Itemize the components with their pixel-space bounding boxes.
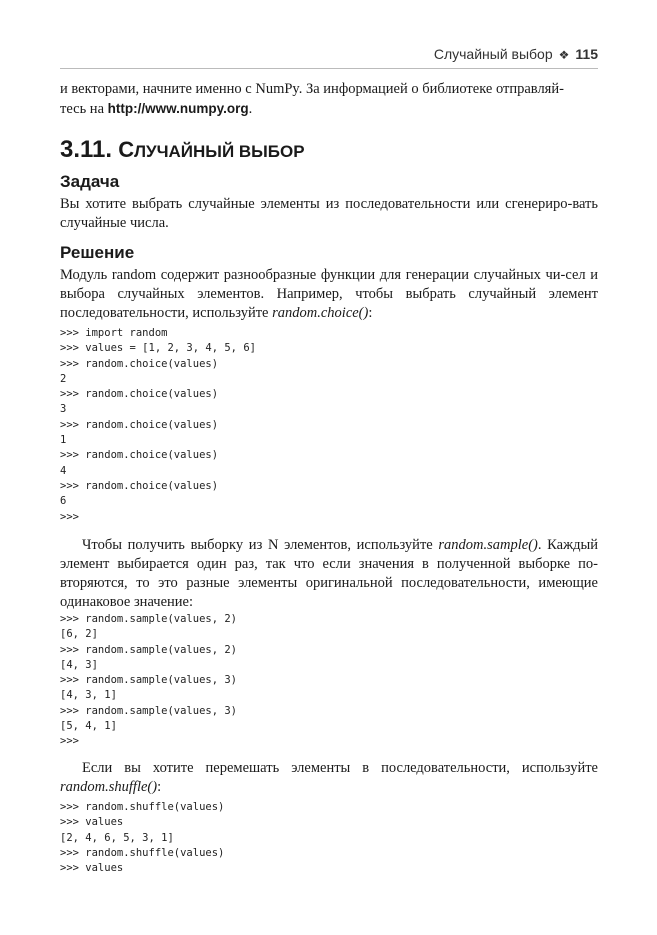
solution-heading: Решение (60, 243, 135, 262)
header-separator-icon: ❖ (558, 48, 570, 62)
shuffle-text-2: : (157, 779, 162, 795)
intro-line-1: и векторами, начните именно с NumPy. За информацией о библиотеке отправляй- (60, 81, 564, 97)
page-number: 115 (575, 46, 598, 62)
code-block-choice: >>> import random >>> values = [1, 2, 3, 4, 5, 6] >>> random.choice(values) 2 >>> random.choice(values) 3 >>> random.choice(values) 1 >>> random.choice(values) 4 >>> random.choice(values) 6 >>> (60, 327, 256, 523)
solution-paragraph (60, 266, 598, 323)
random-choice-ref: random.choice() (272, 305, 369, 321)
random-sample-ref: random.sample() (438, 537, 538, 553)
running-header-title: Случайный выбор (433, 46, 553, 62)
sample-paragraph (60, 536, 598, 612)
shuffle-text: Если вы хотите перемешать элементы в последовательности, используйте (82, 760, 598, 776)
code-block-sample: >>> random.sample(values, 2) [6, 2] >>> random.sample(values, 2) [4, 3] >>> random.sample(values, 3) [4, 3, 1] >>> random.sample(values, 3) [5, 4, 1] >>> (60, 613, 238, 748)
section-title-rest: ЛУЧАЙНЫЙ ВЫБОР (134, 142, 305, 161)
numpy-link[interactable]: http://www.numpy.org (107, 101, 249, 116)
code-block-shuffle: >>> random.shuffle(values) >>> values [2, 4, 6, 5, 3, 1] >>> random.shuffle(values) >>> values (60, 801, 225, 875)
random-shuffle-ref: random.shuffle() (60, 779, 158, 795)
section-title (60, 136, 305, 164)
shuffle-paragraph (60, 759, 598, 797)
section-title-cap: С (118, 137, 135, 162)
section-number: 3.11. (60, 136, 113, 163)
sample-text: Чтобы получить выборку из N элементов, используйте (82, 537, 439, 553)
task-heading: Задача (60, 172, 120, 191)
intro-line-2-prefix: тесь на (60, 101, 108, 117)
solution-text: Модуль random содержит разнообразные функции для генерации случайных чи-сел и выбора случайных элементов. Например, чтобы выбрать случайный элемент последовательности, используйте (60, 267, 598, 321)
intro-line-2-suffix: . (248, 101, 253, 117)
sample-text-2: . Каждый элемент выбирается один раз, так что если значения в полученной выборке по-вторяются, то это разные элементы оригинальной последовательности, имеющие одинаковое значение: (60, 537, 598, 610)
running-header (60, 46, 598, 69)
solution-text-end: : (368, 305, 373, 321)
task-paragraph: Вы хотите выбрать случайные элементы из последовательности или сгенериро-вать случайные числа. (60, 196, 598, 231)
intro-paragraph (60, 80, 598, 119)
